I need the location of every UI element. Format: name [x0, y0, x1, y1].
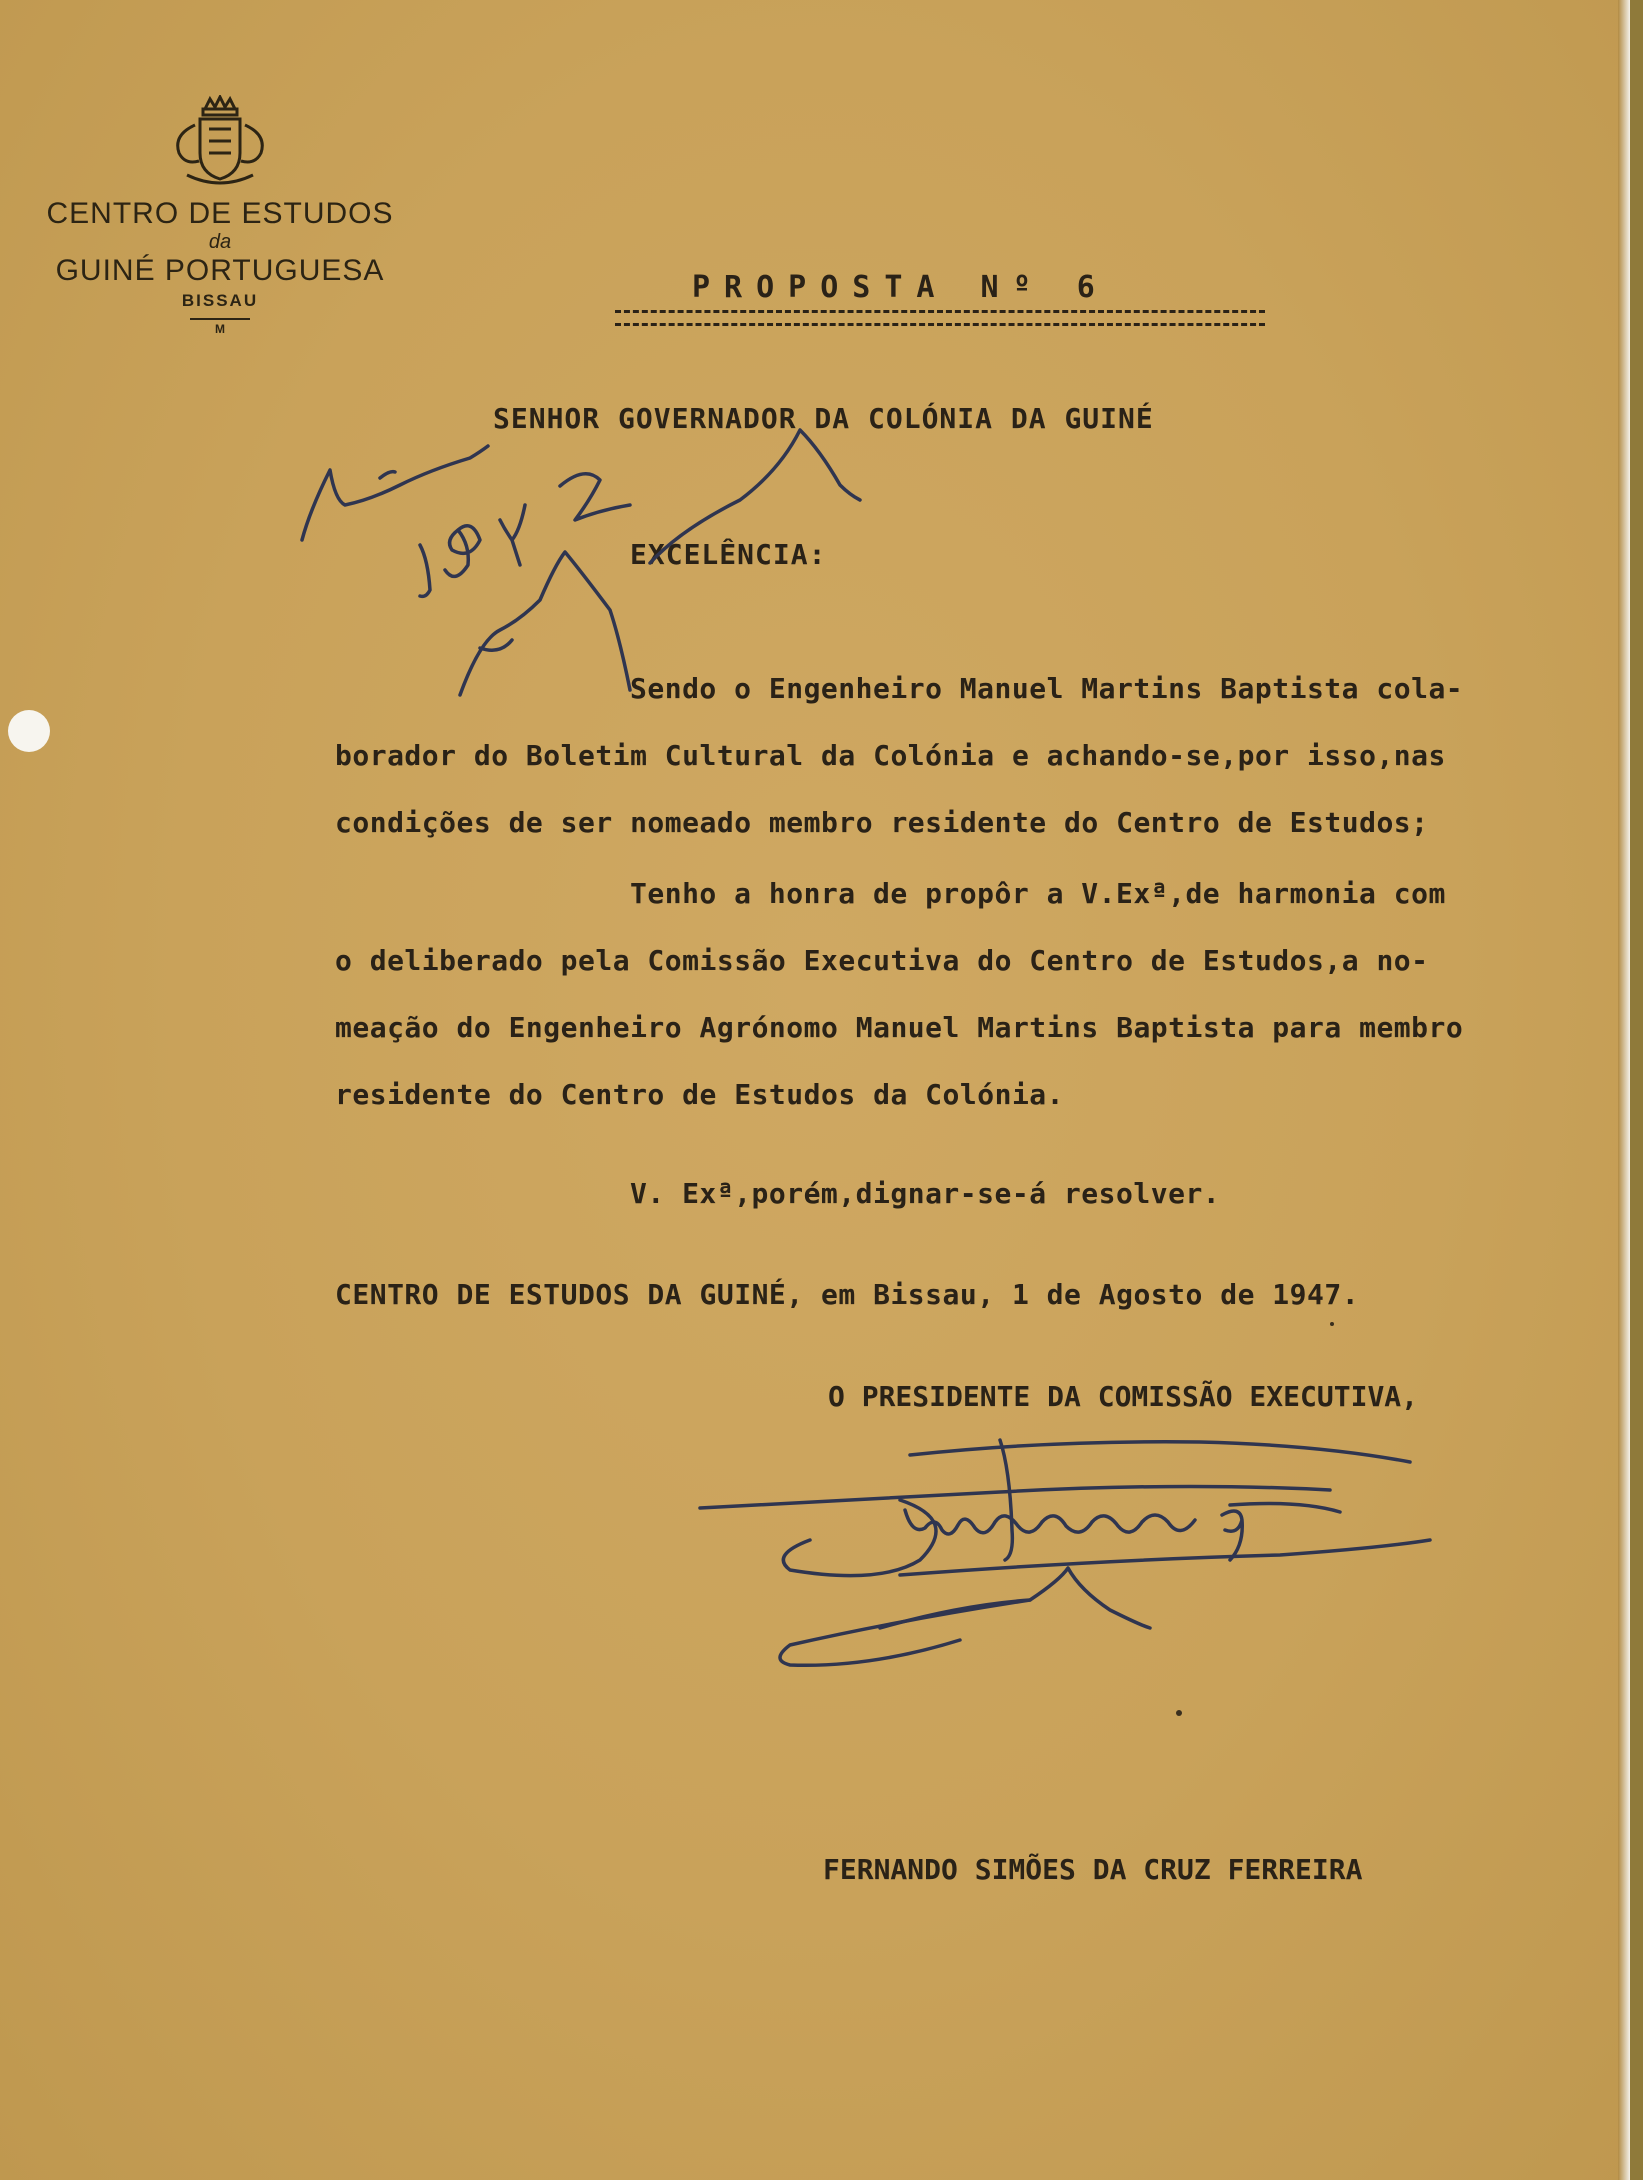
place-date-line: CENTRO DE ESTUDOS DA GUINÉ, em Bissau, 1 de Agosto de 1947. [335, 1278, 1360, 1311]
body-line: borador do Boletim Cultural da Colónia e achando-se,por isso,nas [335, 739, 1446, 772]
letterhead-region: GUINÉ PORTUGUESA [55, 254, 385, 287]
punch-hole [8, 710, 50, 752]
body-line: Sendo o Engenheiro Manuel Martins Baptista cola- [630, 672, 1464, 705]
title-double-rule [615, 310, 1265, 326]
ink-dot [1176, 1710, 1182, 1716]
signer-title: O PRESIDENTE DA COMISSÃO EXECUTIVA, [828, 1380, 1419, 1413]
closing-line: V. Exª,porém,dignar-se-á resolver. [630, 1177, 1221, 1210]
coat-of-arms-icon [165, 95, 275, 190]
salutation: EXCELÊNCIA: [630, 538, 827, 571]
document-title: PROPOSTA Nº 6 [692, 270, 1109, 305]
body-line: condições de ser nomeado membro residente do Centro de Estudos; [335, 806, 1429, 839]
letterhead-city: BISSAU [181, 291, 259, 310]
letterhead-mark: M [215, 322, 225, 336]
body-line: residente do Centro de Estudos da Colónia. [335, 1078, 1065, 1111]
body-line: Tenho a honra de propôr a V.Exª,de harmonia com [630, 877, 1446, 910]
signer-name: FERNANDO SIMÕES DA CRUZ FERREIRA [823, 1853, 1363, 1886]
page-edge [1618, 0, 1630, 2180]
addressee: SENHOR GOVERNADOR DA COLÓNIA DA GUINÉ [493, 402, 1154, 435]
letterhead-institution: CENTRO DE ESTUDOS [46, 197, 394, 230]
ink-dot [1330, 1322, 1334, 1326]
letterhead [30, 95, 410, 336]
body-line: o deliberado pela Comissão Executiva do Centro de Estudos,a no- [335, 944, 1429, 977]
letterhead-rule [190, 318, 250, 320]
body-line: meação do Engenheiro Agrónomo Manuel Martins Baptista para membro [335, 1011, 1464, 1044]
letterhead-connector: da [208, 231, 232, 253]
